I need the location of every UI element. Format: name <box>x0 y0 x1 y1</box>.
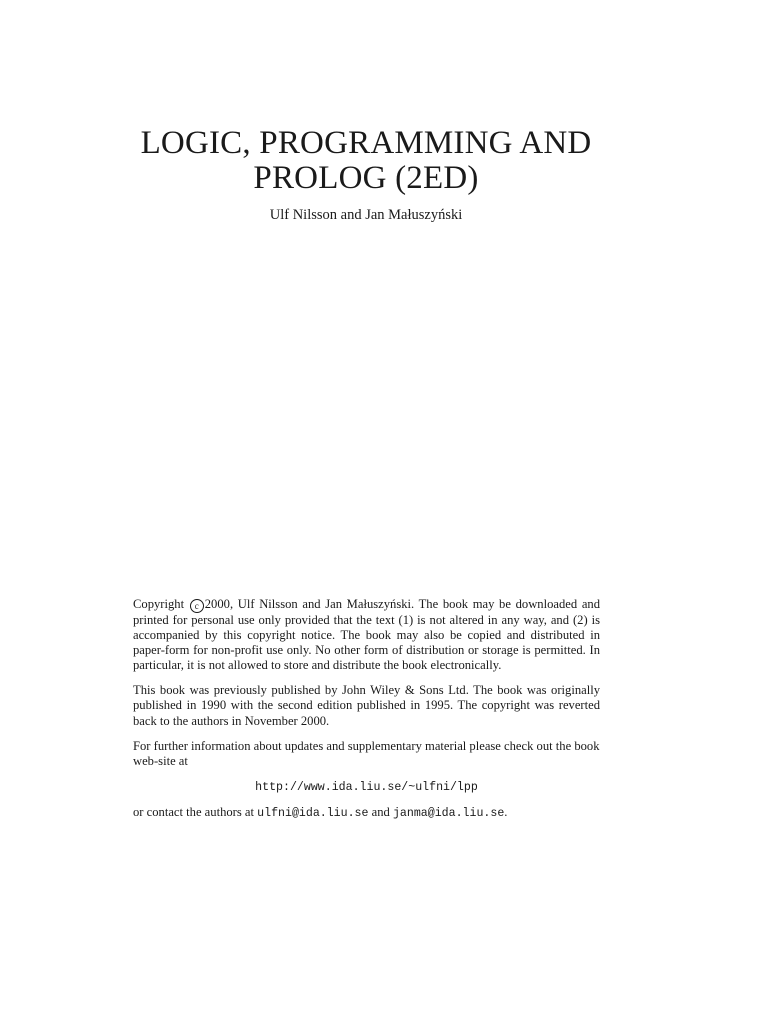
publication-paragraph: This book was previously published by John Wiley & Sons Ltd. The book was originally published in 1990 with the second edition published in 1995. The copyright was reverted back to the authors in November 2000. <box>133 683 600 728</box>
author-names: Ulf Nilsson and Jan Małuszyński <box>269 207 463 223</box>
website-url[interactable]: http://www.ida.liu.se/~ulfni/lpp <box>255 780 478 794</box>
email-ulfni[interactable]: ulfni@ida.liu.se <box>257 806 369 820</box>
email-janma[interactable]: janma@ida.liu.se <box>392 806 505 820</box>
further-info-paragraph: For further information about updates and supplementary material please check out the book web-site at <box>133 738 600 768</box>
contact-and: and <box>368 804 393 819</box>
copyright-paragraph <box>133 597 600 673</box>
copyright-symbol-icon: c <box>190 599 204 613</box>
copyright-notice <box>133 597 600 831</box>
contact-prefix: or contact the authors at <box>133 804 258 819</box>
title-line-1: LOGIC, PROGRAMMING AND <box>140 125 592 161</box>
title-line-2: PROLOG (2ED) <box>253 160 479 196</box>
contact-paragraph <box>133 805 600 821</box>
website-url-line <box>133 779 600 795</box>
copyright-text: 2000, Ulf Nilsson and Jan Małuszyński. The book may be downloaded and printed for personal use only provided that the text (1) is not altered in any way, and (2) is accompanied by this copyright notice. The book may also be copied and distributed in paper-form for non-profit use only. No other form of distribution or storage is permitted. In particular, it is not allowed to store and distribute the book electronically. <box>133 597 600 673</box>
contact-suffix: . <box>504 804 508 819</box>
book-title <box>0 126 732 196</box>
copyright-prefix: Copyright <box>133 597 189 611</box>
